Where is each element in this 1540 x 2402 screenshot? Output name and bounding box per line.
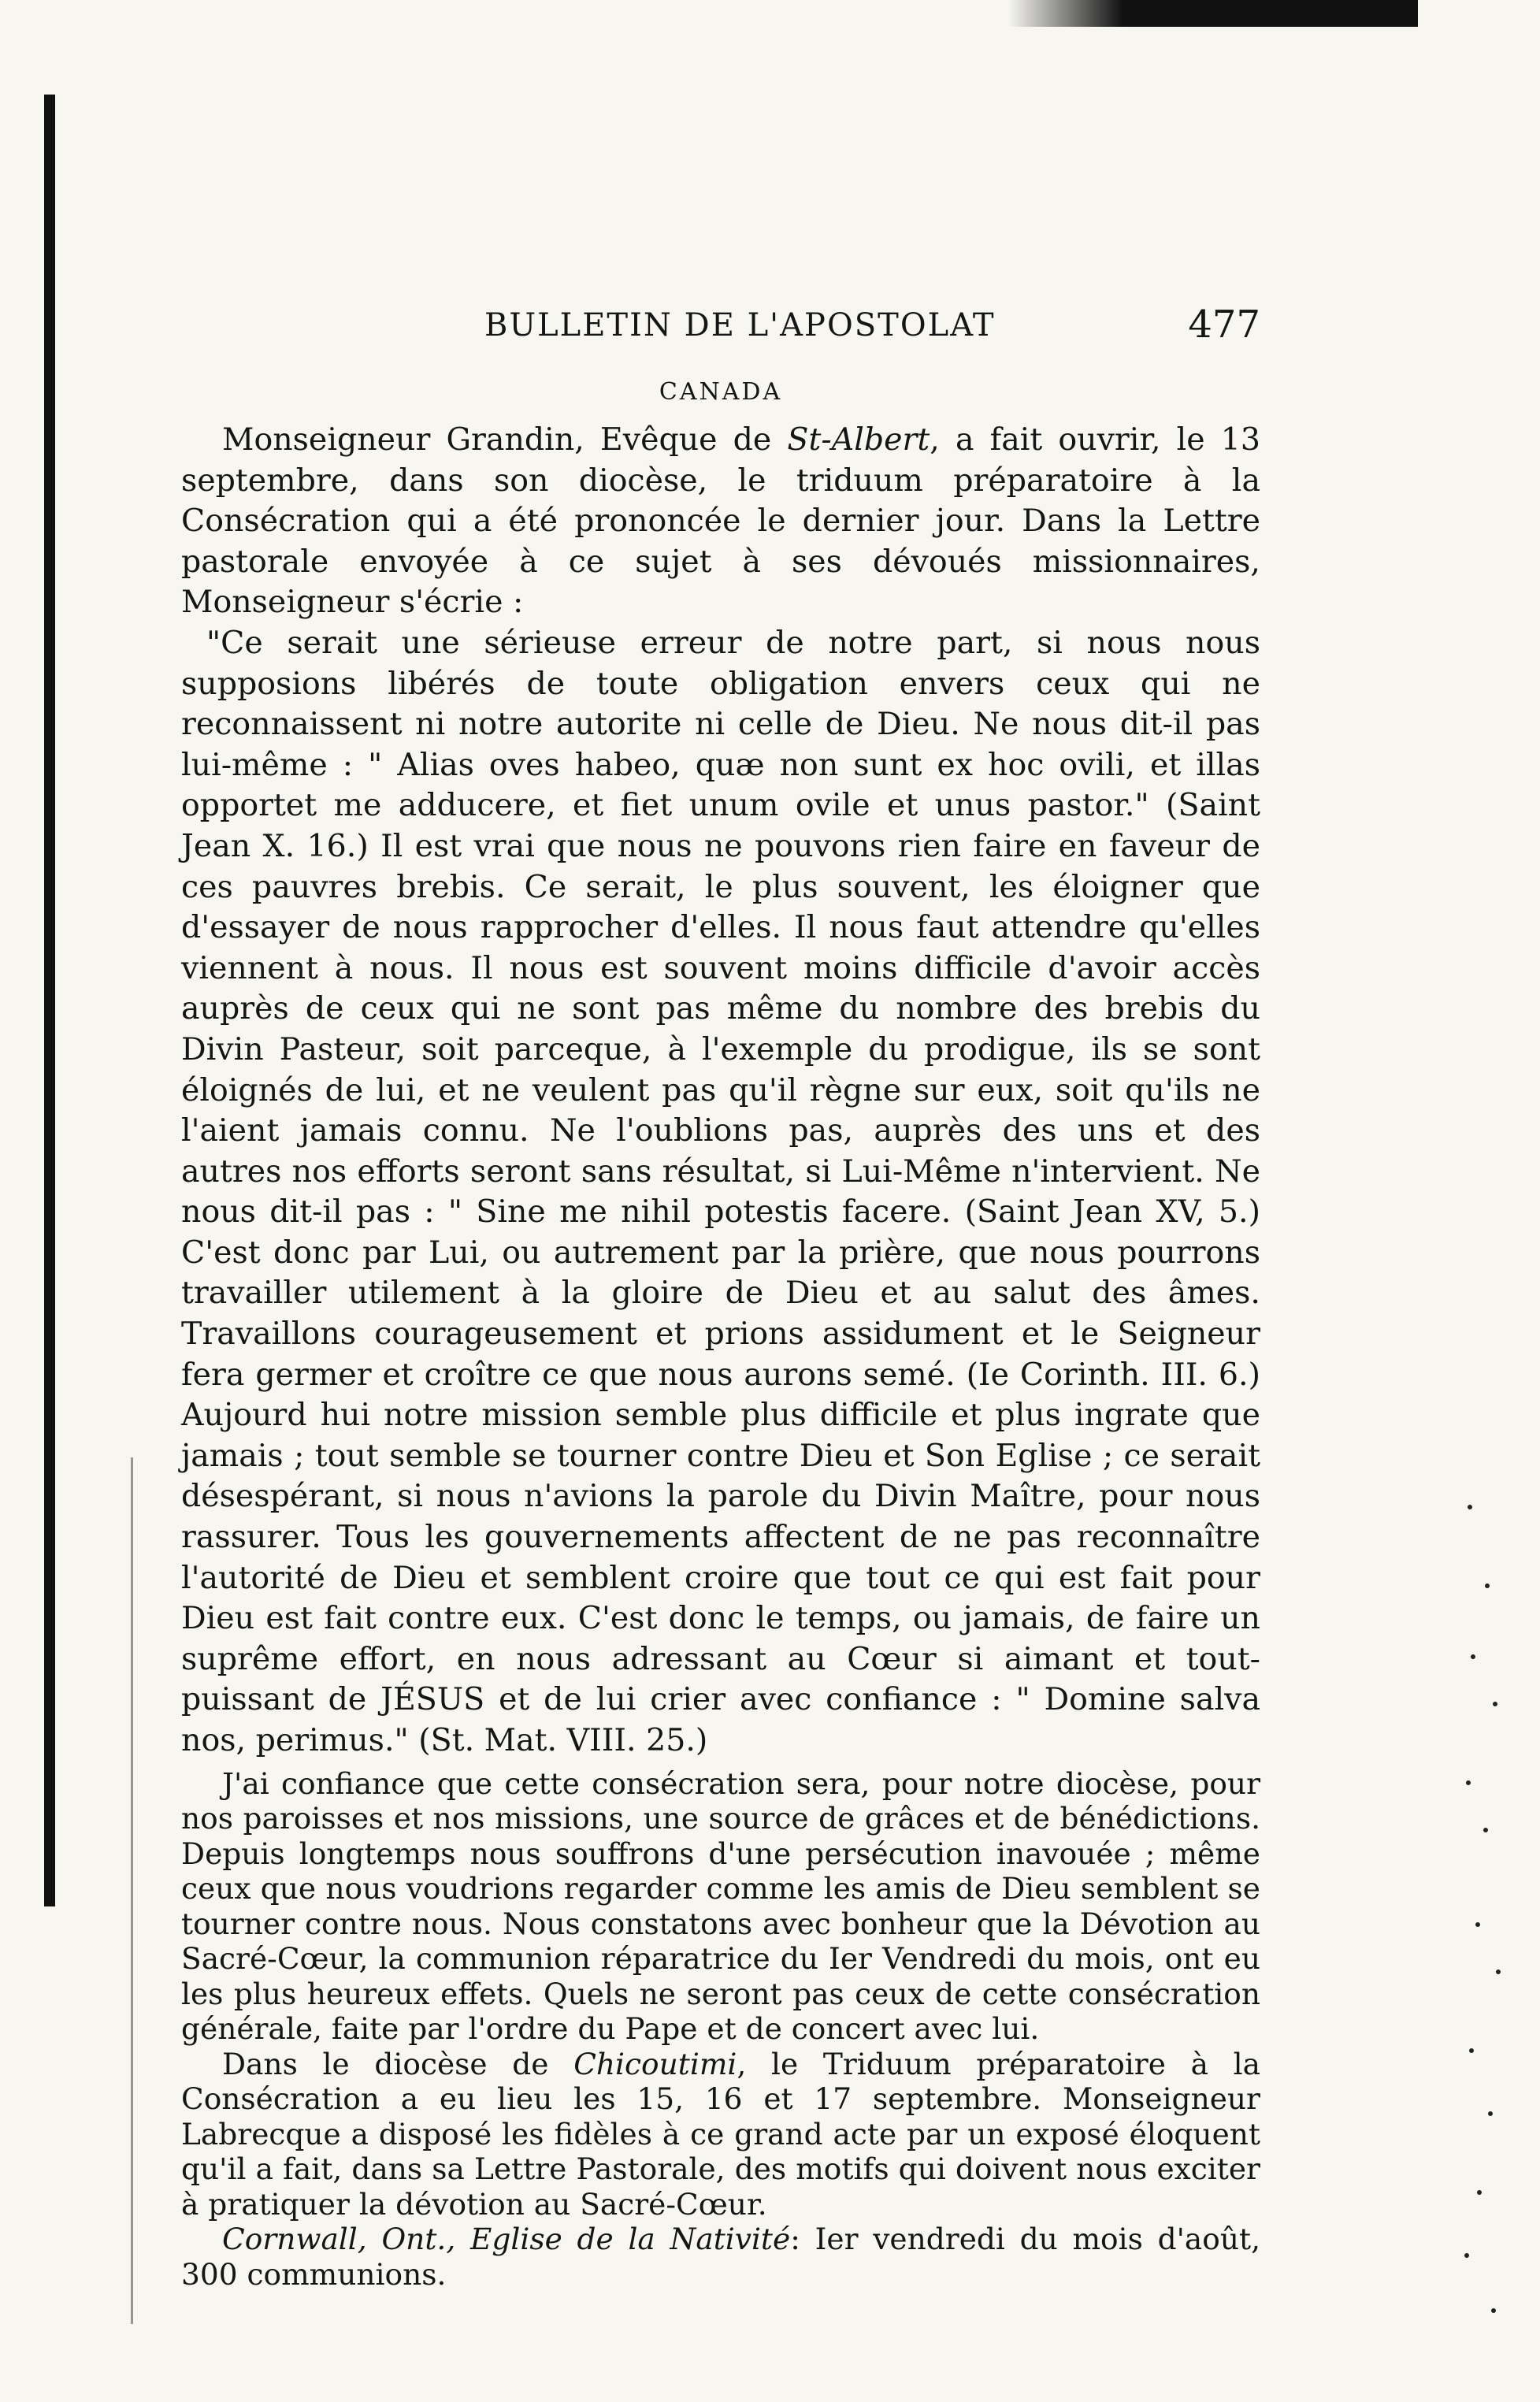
paragraph-chicoutimi-rest: , le Triduum préparatoire à la Consécration a eu lieu les 15, 16 et 17 septembre. Monseigneur Labrecque a disposé les fidèles à ce grand acte par un exposé éloquent qu'il a fait, dans sa Lettre Pastorale, des motifs qui doivent nous exciter à pratiquer la dévotion au Sacré-Cœur. bbox=[181, 2046, 1260, 2222]
paragraph-cornwall-rest: : Ier vendredi du mois d'août, 300 communions. bbox=[181, 2222, 1260, 2292]
scan-artifact-left-edge bbox=[44, 95, 55, 1906]
place-name-chicoutimi: Chicoutimi bbox=[573, 2046, 737, 2081]
paragraph-cornwall bbox=[181, 2222, 1260, 2292]
paragraph-pastoral-letter-quote: "Ce serait une sérieuse erreur de notre part, si nous nous supposions libérés de toute obligation envers ceux qui ne reconnaissent ni notre autorite ni celle de Dieu. Ne nous dit-il pas lui-même : " Alias oves habeo, quæ non sunt ex hoc ovili, et illas opportet me adducere, et fiet unum ovile et unus pastor." (Saint Jean X. 16.) Il est vrai que nous ne pouvons rien faire en faveur de ces pauvres brebis. Ce serait, le plus souvent, les éloigner que d'essayer de nous rapprocher d'elles. Il nous faut attendre qu'elles viennent à nous. Il nous est souvent moins difficile d'avoir accès auprès de ceux qui ne sont pas même du nombre des brebis du Divin Pasteur, soit parceque, à l'exemple du prodigue, ils se sont éloignés de lui, et ne veulent pas qu'il règne sur eux, soit qu'ils ne l'aient jamais connu. Ne l'oublions pas, auprès des uns et des autres nos efforts seront sans résultat, si Lui-Même n'intervient. Ne nous dit-il pas : " Sine me nihil potestis facere. (Saint Jean XV, 5.) C'est donc par Lui, ou autrement par la prière, que nous pourrons travailler utilement à la gloire de Dieu et au salut des âmes. Travaillons courageusement et prions assidument et le Seigneur fera germer et croître ce que nous aurons semé. (Ie Corinth. III. 6.) Aujourd hui notre mission semble plus difficile et plus ingrate que jamais ; tout semble se tourner contre Dieu et Son Eglise ; ce serait désespérant, si nous n'avions la parole du Divin Maître, pour nous rassurer. Tous les gouvernements affectent de ne pas reconnaître l'autorité de Dieu et semblent croire que tout ce qui est fait pour Dieu est fait contre eux. C'est donc le temps, ou jamais, de faire un suprême effort, en nous adressant au Cœur si aimant et tout-puissant de JÉSUS et de lui crier avec confiance : " Domine salva nos, perimus." (St. Mat. VIII. 25.) bbox=[181, 624, 1260, 1758]
paragraph-grandin-rest: , a fait ouvrir, le 13 septembre, dans son diocèse, le triduum préparatoire à la Consécration qui a été prononcée le dernier jour. Dans la Lettre pastorale envoyée à ce sujet à ses dévoués missionnaires, Monseigneur s'écrie : bbox=[181, 421, 1260, 621]
page-content bbox=[181, 299, 1260, 2292]
place-name-st-albert: St-Albert bbox=[787, 421, 930, 458]
running-title: BULLETIN DE L'APOSTOLAT bbox=[484, 307, 996, 343]
paragraph-confidence: J'ai confiance que cette consécration sera, pour notre diocèse, pour nos paroisses et nos missions, une source de grâces et de bénédictions. Depuis longtemps nous souffrons d'une persécution inavouée ; même ceux que nous voudrions regarder comme les amis de Dieu semblent se tourner contre nous. Nous constatons avec bonheur que la Dévotion au Sacré-Cœur, la communion réparatrice du Ier Vendredi du mois, ont eu les plus heureux effets. Quels ne seront pas ceux de cette consécration générale, faite par l'ordre du Pape et de concert avec lui. bbox=[181, 1765, 1260, 2047]
scan-speckles bbox=[1461, 1497, 1508, 2332]
paragraph-chicoutimi bbox=[181, 2047, 1260, 2222]
place-name-cornwall: Cornwall, Ont., Eglise de la Nativité bbox=[222, 2222, 791, 2257]
scan-artifact-left-line bbox=[131, 1457, 133, 2324]
page-number: 477 bbox=[1188, 303, 1260, 347]
section-title: CANADA bbox=[659, 378, 783, 406]
running-head bbox=[181, 299, 1260, 362]
scan-artifact-top bbox=[1008, 0, 1418, 27]
paragraph-grandin-start: Monseigneur Grandin, Evêque de bbox=[222, 421, 788, 458]
paragraph-grandin bbox=[181, 420, 1260, 623]
paragraph-chicoutimi-start: Dans le diocèse de bbox=[222, 2046, 574, 2081]
